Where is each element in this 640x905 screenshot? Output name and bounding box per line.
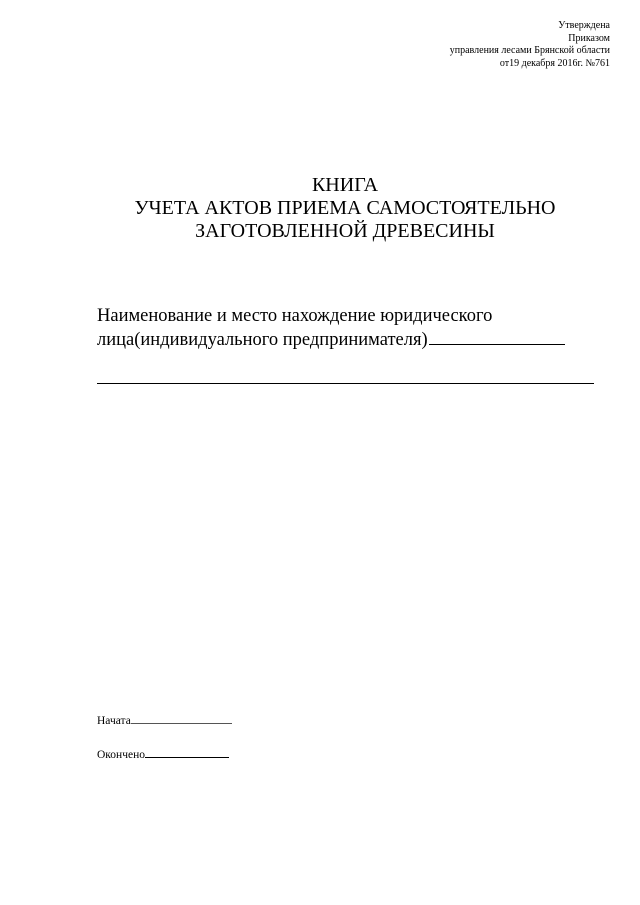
entity-label-line2: лица(индивидуального предпринимателя) (97, 330, 428, 350)
title-line-main: УЧЕТА АКТОВ ПРИЕМА САМОСТОЯТЕЛЬНО (134, 197, 556, 219)
start-date-row (97, 713, 232, 728)
approval-line-authority: управления лесами Брянской области (449, 45, 610, 56)
end-date-label: Окончено (97, 749, 146, 761)
document-title (0, 174, 640, 243)
end-date-blank[interactable] (145, 747, 229, 758)
entity-name-blank-line[interactable] (97, 383, 594, 384)
start-date-label: Начата (97, 715, 131, 727)
entity-label-line1: Наименование и место нахождение юридического (97, 306, 493, 326)
entity-label-line2-row (97, 328, 565, 352)
title-line-book: КНИГА (311, 174, 379, 196)
approval-line-date-number: от19 декабря 2016г. №761 (499, 57, 610, 69)
entity-name-blank[interactable] (429, 329, 565, 345)
start-date-blank[interactable] (131, 713, 232, 724)
approval-stamp (450, 20, 610, 70)
approval-line-approved: Утверждена (558, 20, 610, 31)
approval-line-order: Приказом (568, 32, 610, 44)
entity-name-section (97, 304, 565, 352)
end-date-row (97, 747, 229, 762)
title-line-sub: ЗАГОТОВЛЕННОЙ ДРЕВЕСИНЫ (195, 220, 495, 242)
